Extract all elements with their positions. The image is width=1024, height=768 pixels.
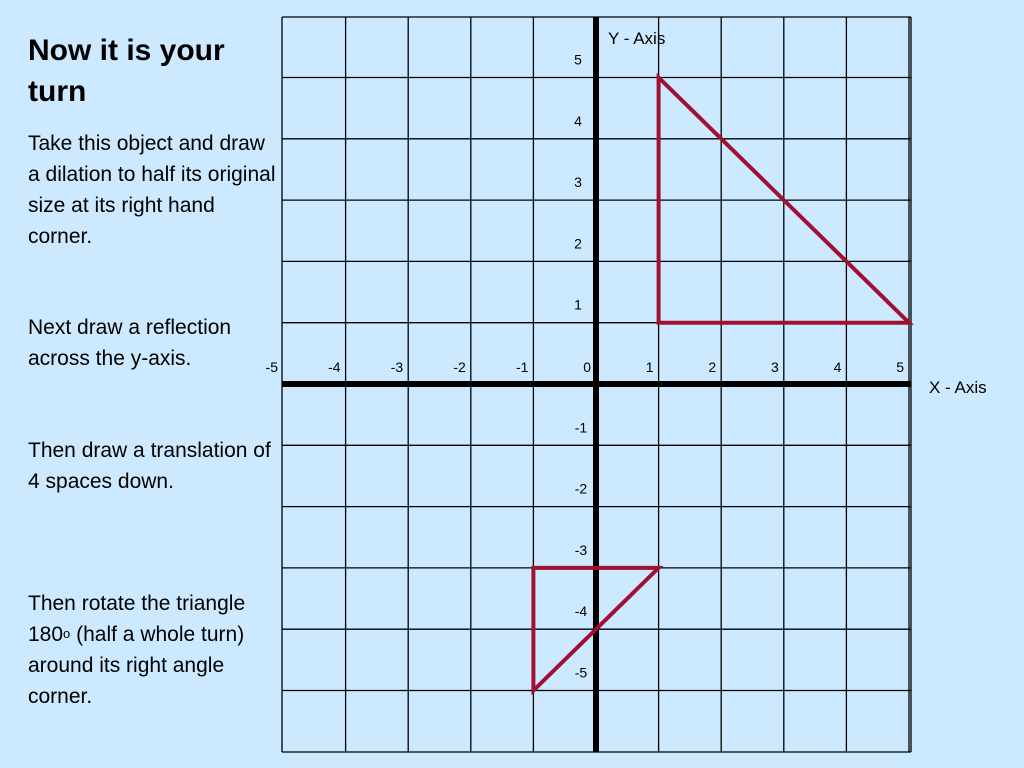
instruction-translation: Then draw a translation of 4 spaces down. <box>28 439 271 493</box>
y-tick-label: 1 <box>574 296 582 313</box>
y-tick-label: -3 <box>574 541 588 558</box>
instruction-dilation: Take this object and draw a dilation to half its original size at its right hand corner. <box>28 132 276 248</box>
degree-superscript: o <box>63 626 71 641</box>
y-tick-label: -1 <box>574 419 588 436</box>
x-tick-label: -1 <box>515 359 529 375</box>
x-axis-title: X - Axis <box>929 378 987 397</box>
x-tick-label: -4 <box>328 359 341 375</box>
rotation-text-end: (half a whole turn) around its right angle corner. <box>28 623 245 708</box>
x-tick-label: 5 <box>896 359 904 375</box>
x-tick-label: 0 <box>583 359 591 375</box>
y-axis-title: Y - Axis <box>608 29 666 48</box>
y-tick-label: 2 <box>574 235 582 252</box>
x-tick-label: 1 <box>645 359 654 375</box>
x-tick-label: 4 <box>833 359 842 375</box>
y-tick-label: -2 <box>574 480 588 497</box>
y-tick-label: -4 <box>574 603 588 620</box>
rotation-text-start: Then rotate the triangle 180 <box>28 592 246 646</box>
x-tick-label: 3 <box>771 359 779 375</box>
tick-labels <box>266 29 987 681</box>
x-tick-label: -5 <box>265 359 278 375</box>
instruction-reflection: Next draw a reflection across the y-axis. <box>28 316 232 370</box>
x-tick-label: 2 <box>708 359 717 375</box>
y-tick-label: -5 <box>574 664 588 681</box>
y-tick-label: 4 <box>574 112 582 129</box>
x-tick-label: -3 <box>390 359 404 375</box>
slide-title: Now it is your turn <box>28 34 225 108</box>
y-tick-label: 3 <box>574 174 582 191</box>
y-tick-label: 5 <box>574 51 582 68</box>
x-tick-label: -2 <box>453 359 466 375</box>
axes <box>282 17 911 752</box>
